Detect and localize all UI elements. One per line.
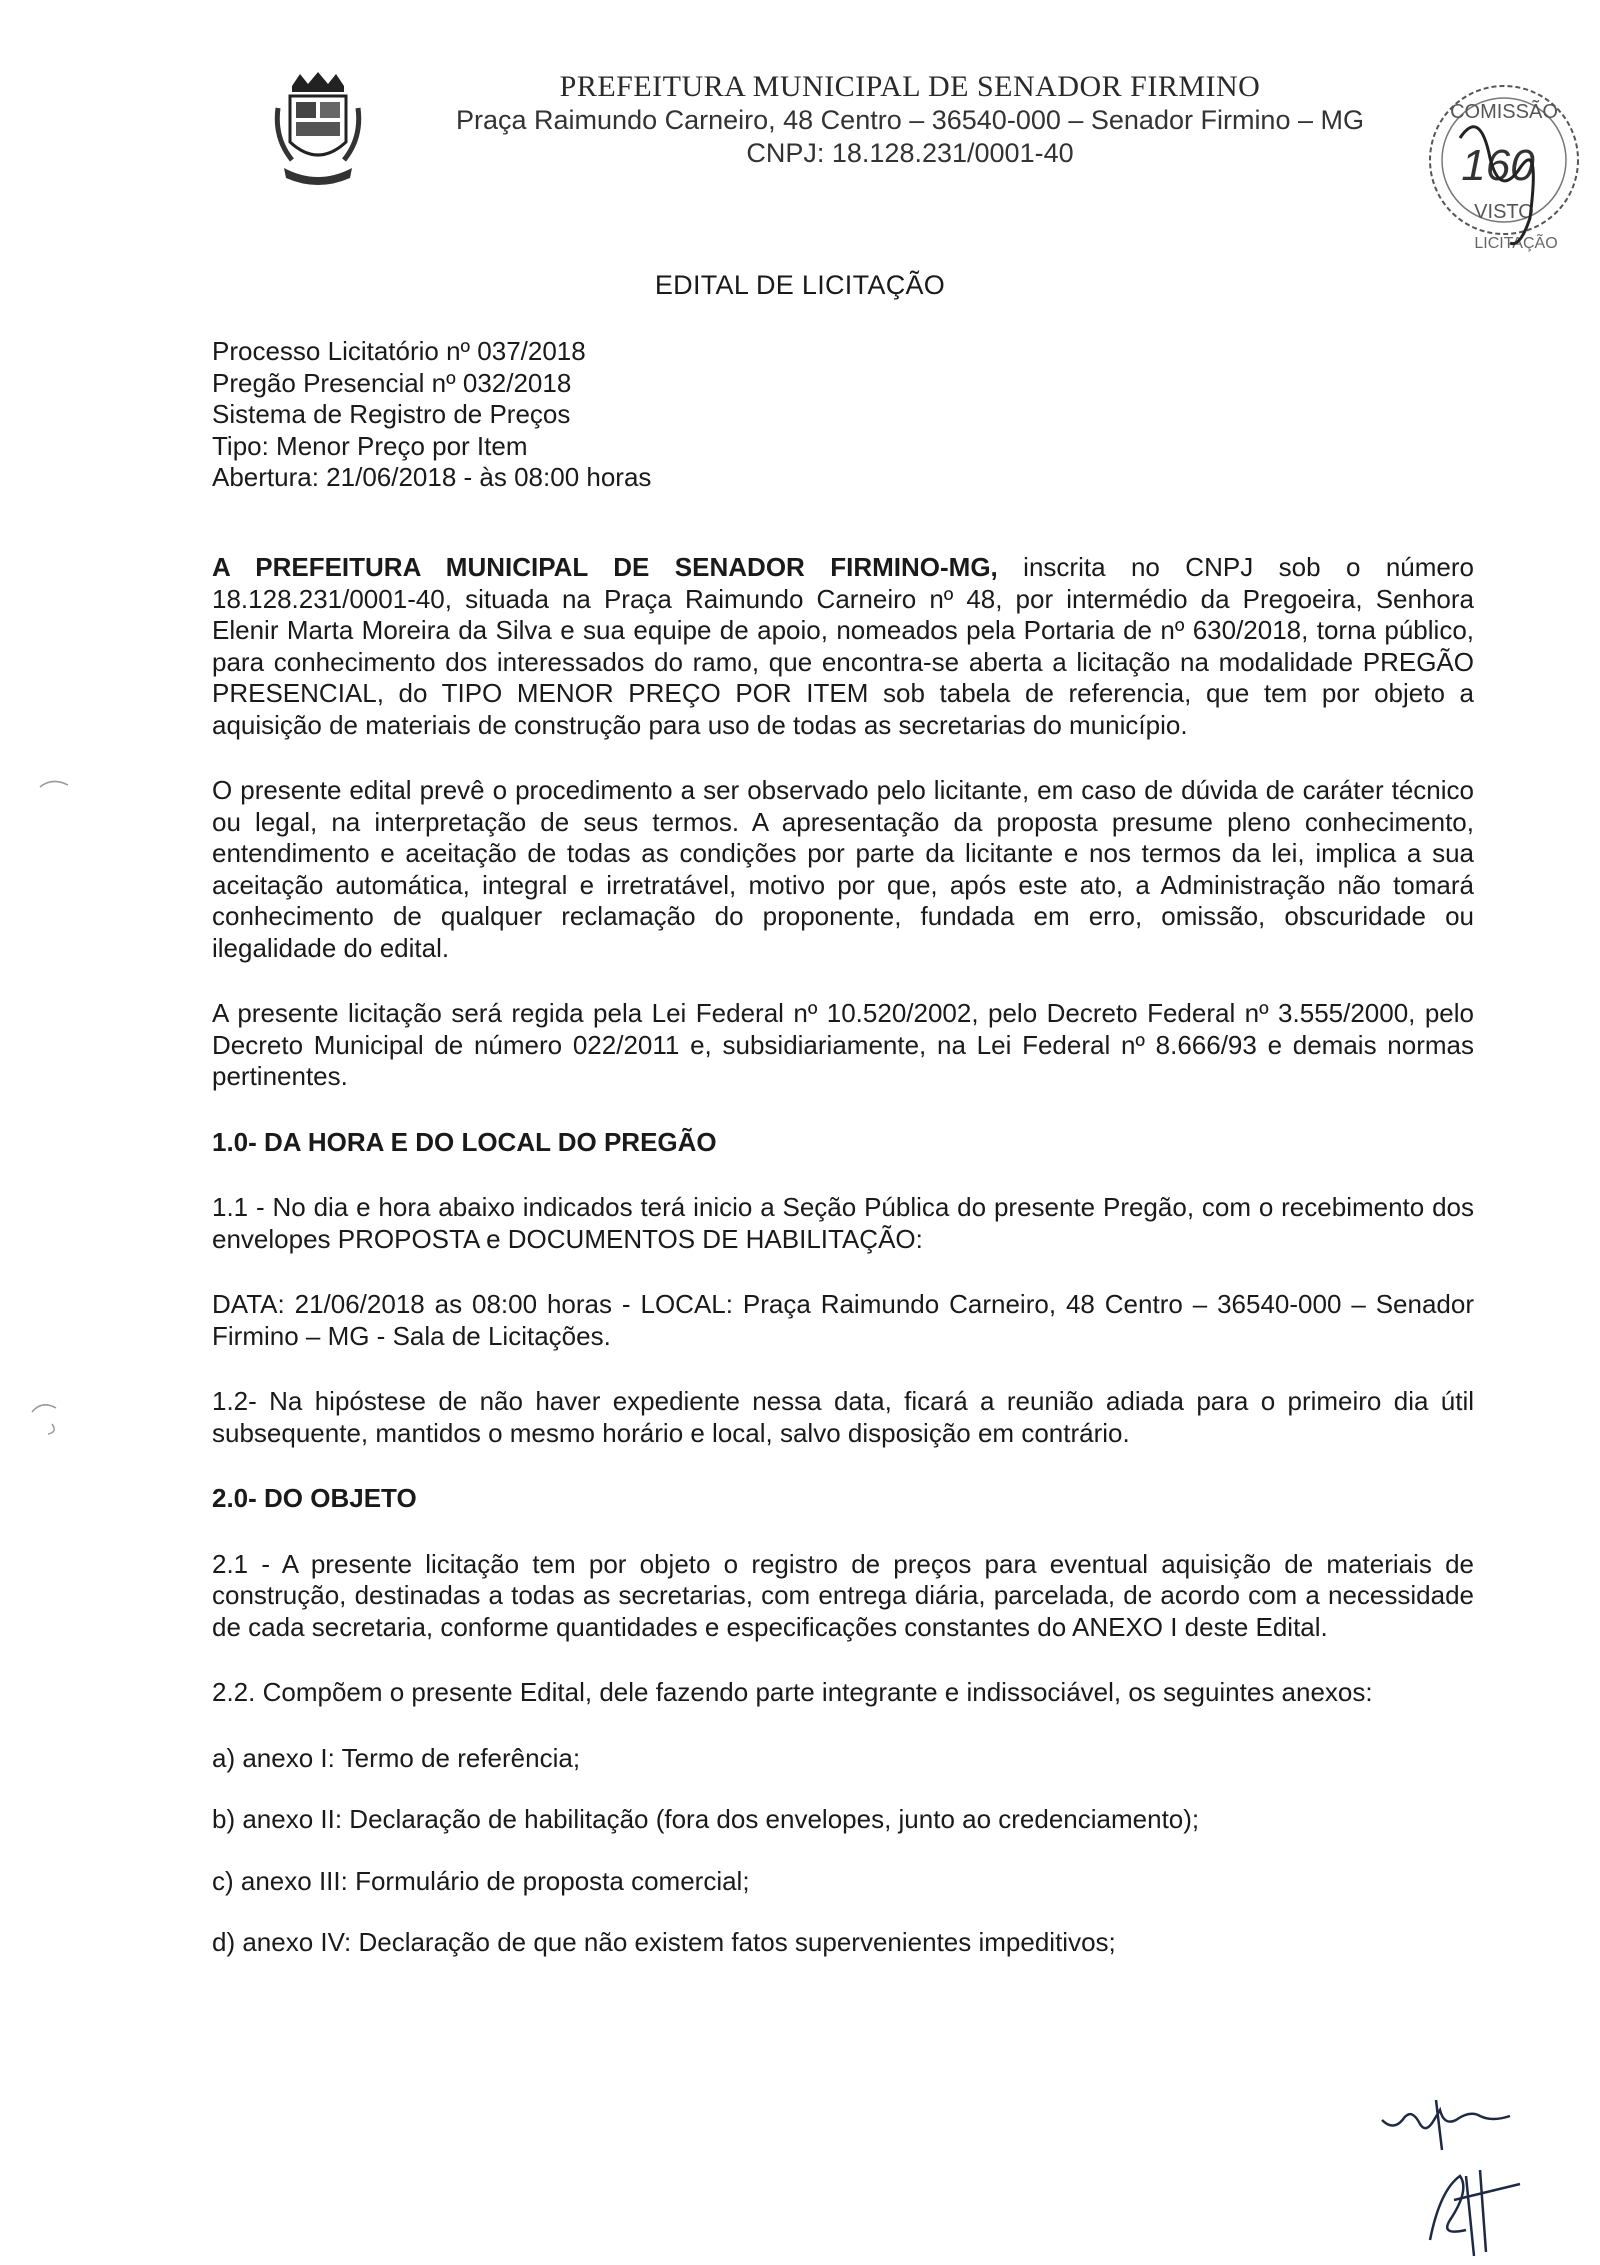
- intro-rest: inscrita no CNPJ sob o número 18.128.231/0001-40, situada na Praça Raimundo Carneiro nº 48, por intermédio da Pregoeira, Senhora Elenir Marta Moreira da Silva e sua equipe de apoio, nomeados pela Portaria de nº 630/2018, torna público, para conhecimento dos interessados do ramo, que encontra-se aberta a licitação na modalidade PREGÃO PRESENCIAL, do TIPO MENOR PREÇO POR ITEM sob tabela de referencia, que tem por objeto a aquisição de materiais de construção para uso de todas as secretarias do município.: [212, 552, 1474, 740]
- letterhead: [0, 0, 1600, 252]
- list-item: b) anexo II: Declaração de habilitação (fora dos envelopes, junto ao credenciamento);: [212, 1804, 1200, 1834]
- municipality-address: Praça Raimundo Carneiro, 48 Centro – 36540-000 – Senador Firmino – MG: [456, 105, 1364, 135]
- intro-paragraph: [212, 552, 1474, 741]
- handwritten-signature-icon: [1370, 2080, 1550, 2260]
- document-title: EDITAL DE LICITAÇÃO: [654, 270, 946, 300]
- annex-list: [212, 1743, 1474, 1959]
- commission-stamp-icon: [1420, 48, 1582, 258]
- procedure-paragraph: O presente edital prevê o procedimento a ser observado pelo licitante, em caso de dúvida de caráter técnico ou legal, na interpretação de seus termos. A apresentação da proposta presume pleno conhecimento, entendimento e aceitação de todas as condições por parte da licitante e nos termos da lei, implica a sua aceitação automática, integral e irretratável, motivo por que, após este ato, a Administração não tomará conhecimento de qualquer reclamação do proponente, fundada em erro, omissão, obscuridade ou ilegalidade do edital.: [212, 775, 1474, 963]
- section-1-2: 1.2- Na hipóstese de não haver expediente nessa data, ficará a reunião adiada para o primeiro dia útil subsequente, mantidos o mesmo horário e local, salvo disposição em contrário.: [212, 1386, 1474, 1448]
- document-body: [212, 552, 1474, 1989]
- price-system: Sistema de Registro de Preços: [212, 399, 571, 429]
- stamp-visto: VISTO: [1474, 201, 1534, 223]
- opening-date: Abertura: 21/06/2018 - às 08:00 horas: [212, 462, 652, 492]
- pregao-number: Pregão Presencial nº 032/2018: [212, 367, 572, 398]
- list-item: c) anexo III: Formulário de proposta comercial;: [212, 1865, 750, 1896]
- list-item: a) anexo I: Termo de referência;: [212, 1742, 581, 1773]
- letterhead-text: [420, 70, 1400, 170]
- section-2-2: 2.2. Compõem o presente Edital, dele fazendo parte integrante e indissociável, os seguintes anexos:: [212, 1677, 1373, 1707]
- legal-basis-paragraph: A presente licitação será regida pela Lei Federal nº 10.520/2002, pelo Decreto Federal nº 3.555/2000, pelo Decreto Municipal de número 022/2011 e, subsidiariamente, na Lei Federal nº 8.666/93 e demais normas pertinentes.: [212, 998, 1474, 1091]
- list-item: d) anexo IV: Declaração de que não existem fatos supervenientes impeditivos;: [212, 1927, 1116, 1957]
- process-number: Processo Licitatório nº 037/2018: [212, 336, 586, 366]
- margin-mark-icon: [36, 775, 76, 815]
- municipality-cnpj: CNPJ: 18.128.231/0001-40: [746, 138, 1074, 168]
- section-2-heading: 2.0- DO OBJETO: [212, 1483, 417, 1513]
- stamp-bottom-text: LICITAÇÃO: [1474, 235, 1558, 252]
- process-details: [212, 336, 651, 494]
- municipal-crest-icon: [270, 68, 366, 188]
- section-1-heading: 1.0- DA HORA E DO LOCAL DO PREGÃO: [212, 1126, 717, 1157]
- intro-bold: A PREFEITURA MUNICIPAL DE SENADOR FIRMINO-MG,: [212, 552, 998, 582]
- section-1-1: 1.1 - No dia e hora abaixo indicados terá inicio a Seção Pública do presente Pregão, com o recebimento dos envelopes PROPOSTA e DOCUMENTOS DE HABILITAÇÃO:: [212, 1192, 1474, 1254]
- municipality-name: PREFEITURA MUNICIPAL DE SENADOR FIRMINO: [559, 70, 1261, 103]
- bid-type: Tipo: Menor Preço por Item: [212, 430, 528, 461]
- stamp-number: 160: [1461, 141, 1535, 190]
- margin-mark-icon: [28, 1398, 68, 1438]
- session-date-location: DATA: 21/06/2018 as 08:00 horas - LOCAL: Praça Raimundo Carneiro, 48 Centro – 36540-000 – Senador Firmino – MG - Sala de Licitações.: [212, 1289, 1474, 1351]
- section-2-1: 2.1 - A presente licitação tem por objeto o registro de preços para eventual aquisição de materiais de construção, destinadas a todas as secretarias, com entrega diária, parcelada, de acordo com a necessidade de cada secretaria, conforme quantidades e especificações constantes do ANEXO I deste Edital.: [212, 1548, 1474, 1642]
- stamp-top-text: COMISSÃO: [1450, 101, 1558, 123]
